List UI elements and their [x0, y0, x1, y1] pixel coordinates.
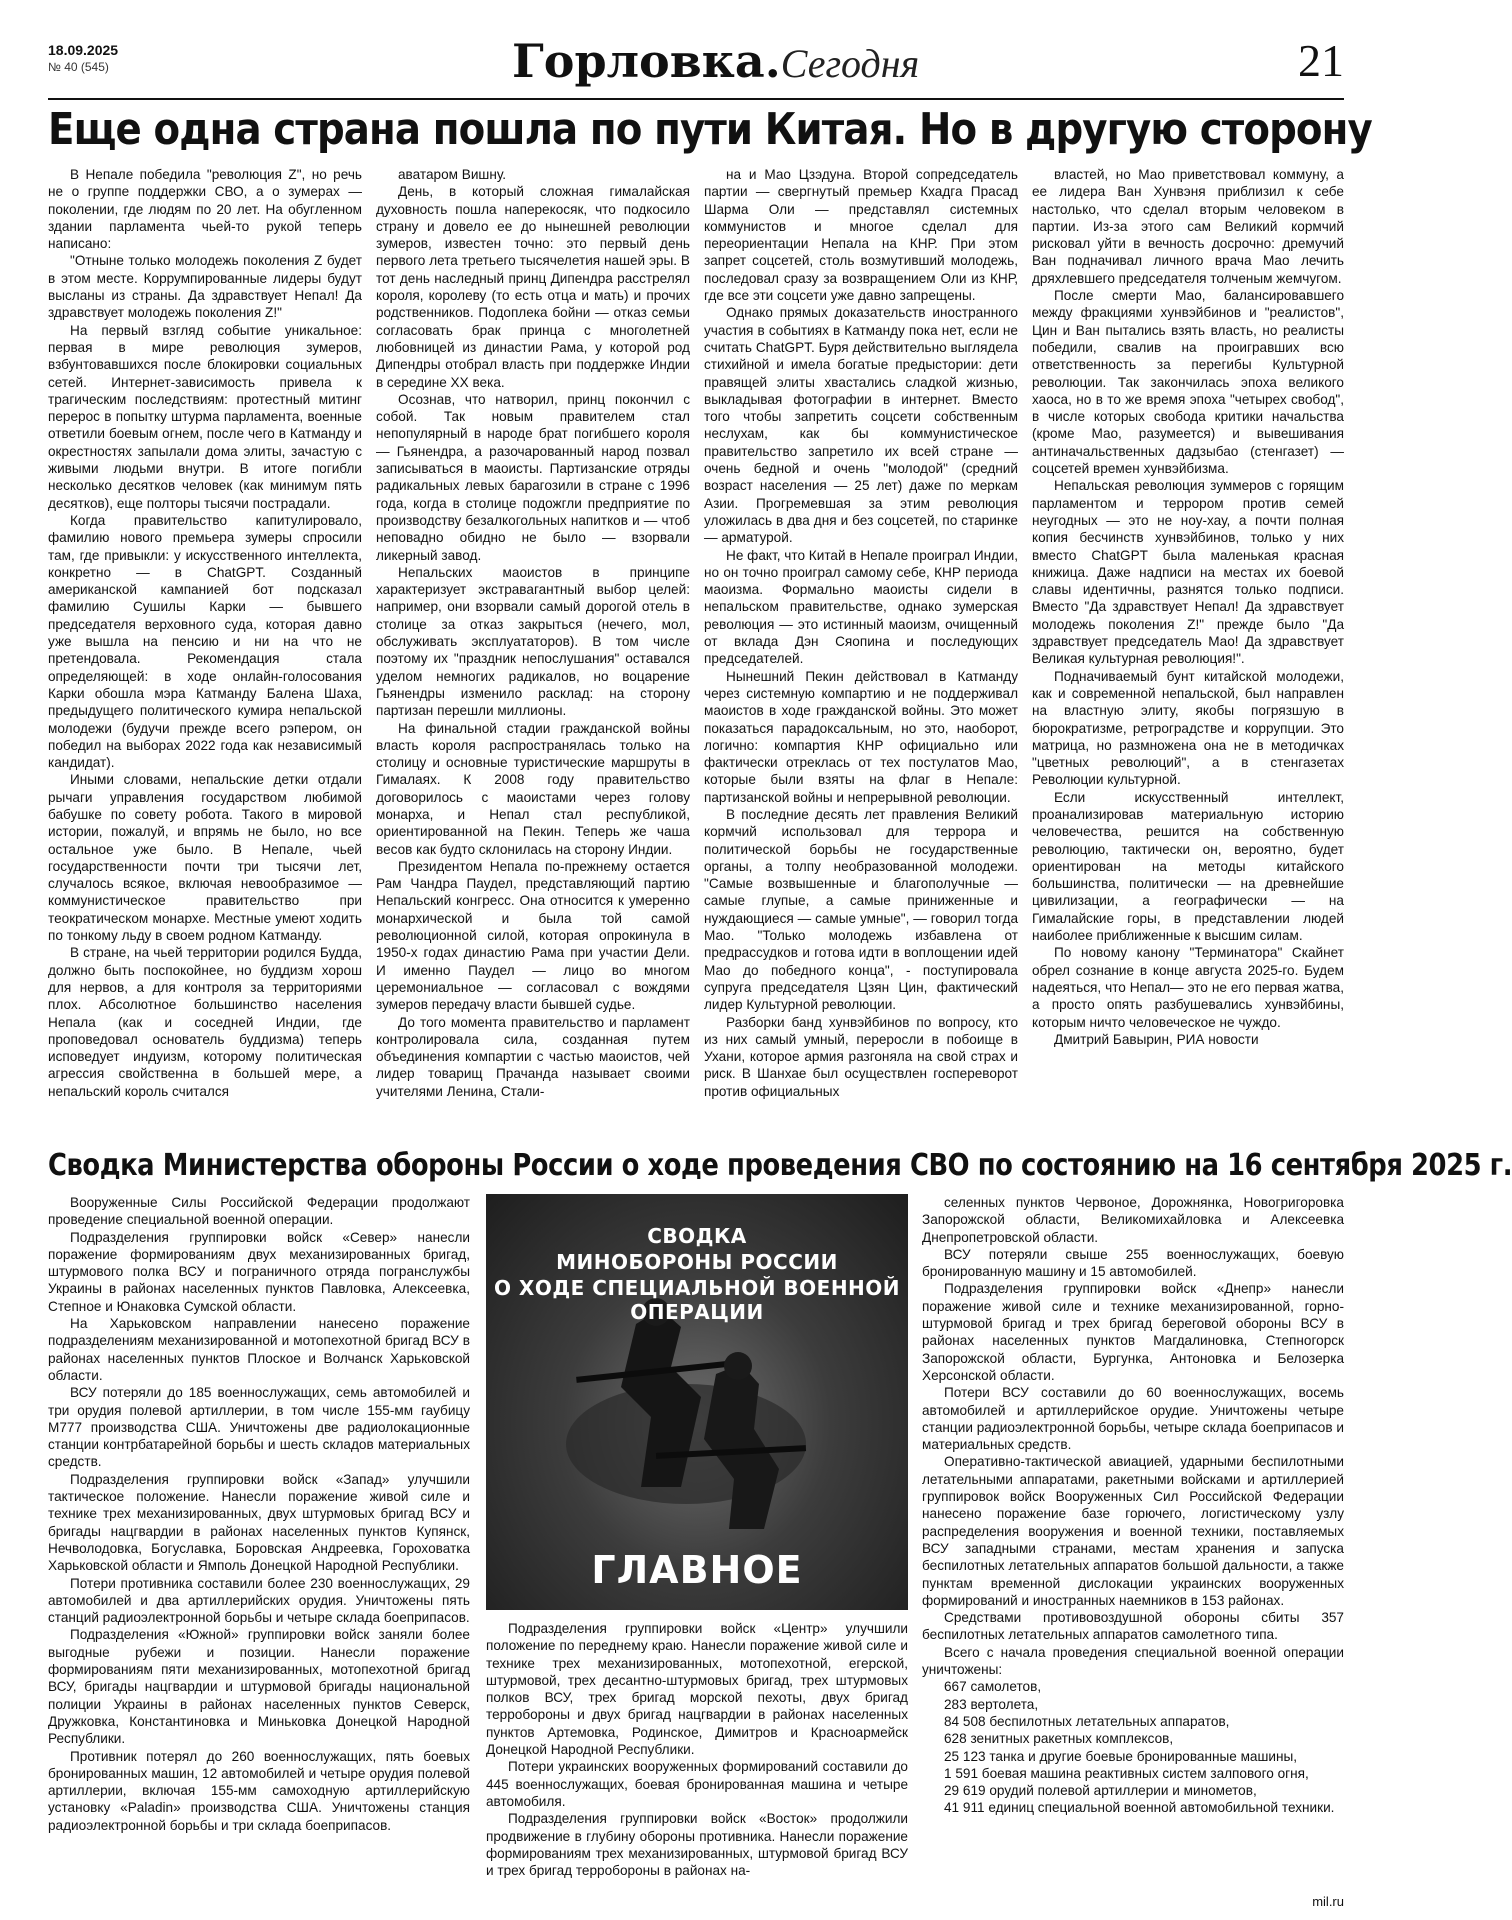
paragraph: Потери ВСУ составили до 60 военнослужащих, восемь автомобилей и артиллерийское орудие. Уничтожены четыре станции радиоэлектронной борьбы, четыре склада боеприпасов и материальных средств. [922, 1385, 1344, 1453]
author-signature: Дмитрий Бавырин, РИА новости [1054, 1031, 1259, 1047]
paragraph: Осознав, что натворил, принц покончил с собой. Так новым правителем стал непопулярный в народе брат погибшего короля — Гьянендра, а разочарованный народ позвал записываться в маоисты. Партизанские отряды радикальных левых барагозили в стране с 1996 года, когда в столице подожгли предприятие по производству безалкогольных напитков и — чтоб неповадно обидно не было — взорвали ликерный завод. [376, 391, 690, 563]
issue-number: № 40 (545) [48, 60, 109, 74]
list-item: 29 619 орудий полевой артиллерии и минометов, [944, 1783, 1257, 1799]
paragraph: На Харьковском направлении нанесено поражение подразделениям механизированной и мотопехотной бригад ВСУ в районах населенных пунктов Плоское и Волчанск Харьковской области. [48, 1316, 470, 1383]
totals-list [922, 1678, 1344, 1816]
paragraph: ВСУ потеряли до 185 военнослужащих, семь автомобилей и три орудия полевой артиллерии, в том числе 155-мм гаубицу М777 производства США. Уничтожены две радиолокационные станции контрбатарейной борьбы и шесть складов материальных средств. [48, 1385, 470, 1470]
paragraph: День, в который сложная гималайская духовность пошла наперекосяк, что подкосило страну и довело ее до нынешней революции зумеров, известен точно: это первый день первого лета третьего тысячелетия нашей эры. В тот день наследный принц Дипендра расстрелял короля, королеву (то есть отца и мать) и прочих родственников. Подоплека бойни — отказ семьи согласовать брак принца с многолетней любовницей из династии Рама, у которой род Дипендры отобрал власть при поддержке Индии в середине XX века. [376, 184, 690, 390]
list-item: 1 591 боевая машина реактивных систем залпового огня, [944, 1765, 1309, 1781]
paragraph: Если искусственный интеллект, проанализировав материальную историю человечества, решится на собственную революцию, тактически он, вероятно, будет ориентирован на методы китайского большинства, политически — на древнейшие цивилизации, а географически — на Гималайские горы, в представлении людей наиболее приближенные к высшим силам. [1032, 789, 1344, 944]
list-item: 41 911 единиц специальной военной автомобильной техники. [944, 1800, 1335, 1816]
paragraph: На финальной стадии гражданской войны власть короля распространялась только на столицу и основные туристические маршруты в Гималаях. К 2008 году правительство договорилось с маоистами через голову монарха, и Непал стал республикой, ориентированной на Пекин. Теперь же чаша весов как будто склонилась на сторону Индии. [376, 720, 690, 857]
page-number: 21 [1298, 35, 1344, 86]
article-column-1 [48, 166, 362, 1130]
photo-caption-line-1: СВОДКА [647, 1224, 747, 1248]
report-column-1 [48, 1194, 470, 1894]
paragraph: Подразделения группировки войск «Запад» улучшили тактическое положение. Нанесли поражение живой силе и технике трех механизированных, двух штурмовых бригад ВСУ и бригады нацгвардии в районах населенных пунктов Купянск, Нечволодовка, Богуславка, Боровская Андреевка, Гороховатка Харьковской области и Ямполь Донецкой Народной Республики. [48, 1471, 470, 1574]
masthead-divider [48, 98, 1344, 100]
logo-italic: Сегодня [780, 41, 920, 86]
photo-caption-line-3: О ХОДЕ СПЕЦИАЛЬНОЙ ВОЕННОЙ ОПЕРАЦИИ [493, 1276, 901, 1324]
paragraph: властей, но Мао приветствовал коммуну, а ее лидера Ван Хунвэня приблизил к себе настолько, что сделал вторым человеком в партии. Из-за этого сам Великий кормчий рисковал уйти в вечность досрочно: дремучий Ван подначивал личного врача Мао лечить дряхлевшего председателя толченым жемчугом. [1032, 167, 1344, 286]
paragraph: Когда правительство капитулировало, фамилию нового премьера зумеры спросили там, где привыкли: у искусственного интеллекта, конкретно — в ChatGPT. Созданный американской кампанией бот подсказал фамилию Сушилы Карки — бывшего председателя верховного суда, которая давно уже вышла на пенсию и ни на что не претендовала. Рекомендация стала определяющей: в ходе онлайн-голосования Карки обошла мэра Катманду Балена Шаха, предыдущего политического кумира непальской молодежи (будучи прежде всего рэпером, он победил на выборах 2022 года как независимый кандидат). [48, 512, 362, 771]
paragraph: Средствами противовоздушной обороны сбиты 357 беспилотных летательных аппаратов самолетного типа. [922, 1610, 1344, 1643]
report-column-2 [486, 1620, 908, 1894]
paragraph: селенных пунктов Червоное, Дорожнянка, Новогригоровка Запорожской области, Великомихайловка и Алексеевка Днепропетровской области. [922, 1195, 1344, 1245]
paragraph: Подразделения группировки войск «Восток» продолжили продвижение в глубину обороны противника. Нанесли поражение формированиям трех механизированных, штурмовой бригад ВСУ и трех бригад терробороны в районах на- [486, 1811, 908, 1879]
paragraph: "Отныне только молодежь поколения Z будет в этом месте. Коррумпированные лидеры будут высланы из страны. Да здравствует Непал! Да здравствует молодежь поколения Z!" [48, 253, 362, 321]
logo-main: Горловка. [512, 34, 781, 88]
paragraph: Всего с начала проведения специальной военной операции уничтожены: [922, 1644, 1344, 1678]
source-credit: mil.ru [1312, 1894, 1344, 1909]
paragraph: Подразделения группировки войск «Север» нанесли поражение формированиям двух механизированных бригад, штурмового полка ВСУ и пограничного отряда погранслужбы Украины в районах населенных пунктов Павловка, Алексеевка, Степное и Юнаковка Сумской области. [48, 1229, 470, 1314]
paragraph: В Непале победила "революция Z", но речь не о группе поддержки СВО, а о зумерах — поколении, где людям по 20 лет. На обугленном здании парламента чьей-то рукой теперь написано: [48, 167, 362, 252]
paragraph: Потери украинских вооруженных формирований составили до 445 военнослужащих, боевая бронированная машина и четыре автомобиля. [486, 1759, 908, 1809]
paragraph: Однако прямых доказательств иностранного участия в событиях в Катманду пока нет, если не считать ChatGPT. Буря действительно выглядела стихийной и имела богатые предыстории: дети правящей элиты хвастались сладкой жизнью, выкладывая фотографии в интернет. Вместо того чтобы запретить соцсети собственным неслухам, как бы коммунистическое правительство запретило их всей стране — очень бедной и очень "молодой" (средний возраст населения — 25 лет) даже по меркам Азии. Прогремевшая за этим революция уложилась в два дня и без соцсетей, по старинке — арматурой. [704, 305, 1018, 546]
paragraph: До того момента правительство и парламент контролировала сила, созданная путем объединения компартии с частью маоистов, чей лидер товарищ Прачанда называет своими учителями Ленина, Стали- [376, 1014, 690, 1099]
list-item: 25 123 танка и другие боевые бронированные машины, [944, 1748, 1298, 1764]
list-item: 667 самолетов, [944, 1679, 1042, 1695]
paragraph: аватаром Вишну. [398, 167, 507, 182]
paragraph: Непальских маоистов в принципе характеризует экстравагантный выбор целей: например, они взорвали самый дорогой отель в столице за отказ закрыться (нечего, мол, обслуживать эксплуататоров). В том числе поэтому их "праздник непослушания" оставался уделом немногих радикалов, но воцарение Гьянендры изменило расклад: на сторону партизан перешли миллионы. [376, 564, 690, 719]
article-headline: Еще одна страна пошла по пути Китая. Но в другую сторону [48, 104, 1372, 155]
paragraph: Оперативно-тактической авиацией, ударными беспилотными летательными аппаратами, ракетными войсками и артиллерией группировок войск Вооруженных Сил Российской Федерации нанесено поражение базе горючего, логистическому узлу распределения вооружения и военной техники, поставляемых ВСУ западными странами, местам хранения и запуска беспилотных летательных аппаратов большой дальности, а также пунктам временной дислокации украинских вооруженных формирований и иностранных наемников в 153 районах. [922, 1454, 1344, 1608]
issue-date: 18.09.2025 [48, 42, 119, 58]
paragraph: Противник потерял до 260 военнослужащих, пять боевых бронированных машин, 12 автомобилей и четыре орудия полевой артиллерии, включая 155-мм самоходную артиллерийскую установку «Paladin» производства США. Уничтожены станция радиоэлектронной борьбы и три склада боеприпасов. [48, 1748, 470, 1833]
paragraph: После смерти Мао, балансировавшего между фракциями хунвэйбинов и "реалистов", Цин и Ван пытались взять власть, но реалисты победили, свалив на проигравших всю ответственность за перегибы Культурной революции. Так закончилась эпоха великого хаоса, но в то же время эпоха "четырех свобод", в числе которых свобода критики начальства (кроме Мао, разумеется) и вывешивания антиначальственных дадзыбао (стенгазет) — соцсетей времен хунвэйбизма. [1032, 288, 1344, 477]
paragraph: На первый взгляд событие уникальное: первая в мире революция зумеров, взбунтовавшихся после блокировки социальных сетей. Интернет-зависимость привела к трагическим последствиям: протестный митинг перерос в попытку штурма парламента, военные ответили боевым огнем, после чего в Катманду и окрестностях запылали дома элиты, зачастую с живыми людьми внутри. В итоге погибли несколько десятков человек (как минимум пять десятков), еще полторы тысячи пострадали. [48, 322, 362, 511]
report-column-3 [922, 1194, 1344, 1894]
paragraph: Иными словами, непальские детки отдали рычаги управления государством любимой бабушке по совету робота. Такого в мировой истории, пожалуй, и впрямь не было, но все остальное уже было. В Непале, чьей государственности почти три тысячи лет, случалось всякое, включая невообразимое — коммунистическое правительство при теократическом монархе. Местные умеют ходить по тонкому льду в своем родном Катманду. [48, 772, 362, 944]
paragraph: Нынешний Пекин действовал в Катманду через системную компартию и не поддерживал маоистов в ходе гражданской войны. Это может показаться парадоксальным, но это, наоборот, логично: компартия КНР официально или фактически отреклась от тех постулатов Мао, которые были взяты на флаг в Непале: партизанской войны и непрерывной революции. [704, 668, 1018, 805]
paragraph: Вооруженные Силы Российской Федерации продолжают проведение специальной военной операции. [48, 1195, 470, 1228]
paragraph: на и Мао Цзэдуна. Второй сопредседатель партии — свергнутый премьер Кхадга Прасад Шарма Оли — представлял системных коммунистов и многое сделал для переориентации Непала на КНР. При этом запрет соцсетей, столь возмутивший молодежь, последовал сразу за возвращением Оли из КНР, где все эти соцсети уже давно запрещены. [704, 167, 1018, 304]
list-item: 628 зенитных ракетных комплексов, [944, 1731, 1174, 1747]
paragraph: Не факт, что Китай в Непале проиграл Индии, но он точно проиграл самому себе, КНР периода маоизма. Формально маоисты сидели в непальском правительстве, однако зумерская революция — это истинный маоизм, очищенный от вклада Дэн Сяопина и последующих председателей. [704, 547, 1018, 667]
paragraph: В последние десять лет правления Великий кормчий использовал для террора и политической борьбы не государственные органы, а толпу необразованной молодежи. "Самые возвышенные и благополучные — самые глупые, а самые приниженные и нуждающиеся — самые умные", — говорил тогда Мао. "Только молодежь избавлена от предрассудков и готова идти в воплощении идей Мао до победного конца", - поступировала супруга председателя Цзян Цин, фактический лидер Культурной революции. [704, 806, 1018, 1013]
paragraph: Подначиваемый бунт китайской молодежи, как и современной непальской, был направлен на властную элиту, якобы погрязшую в бюрократизме, ретроградстве и коррупции. Это матрица, но размножена она не в методичках "цветных революций", а в стенгазетах Революции культурной. [1032, 668, 1344, 788]
paragraph: Подразделения группировки войск «Днепр» нанесли поражение живой силе и технике механизированной, горно-штурмовой бригад и трех бригад береговой обороны ВСУ в районах населенных пунктов Магдалиновка, Степногорск Запорожской области, Бургунка, Антоновка и Белозерка Херсонской области. [922, 1281, 1344, 1383]
paragraph: Разборки банд хунвэйбинов по вопросу, кто из них самый умный, переросли в побоище в Ухани, которое армия разгоняла на свой страх и риск. В Шанхае был осуществлен госпереворот против официальных [704, 1014, 1018, 1099]
paragraph: Подразделения группировки войск «Центр» улучшили положение по переднему краю. Нанесли поражение живой силе и технике трех механизированных, мотопехотной, егерской, штурмовой, трех десантно-штурмовых бригад, трех штурмовых полков ВСУ, трех бригад морской пехоты, двух бригад терробороны и двух бригад нацгвардии в районах населенных пунктов Артемовка, Родинское, Димитров и Красноармейск Донецкой Народной Республики. [486, 1621, 908, 1758]
paragraph: ВСУ потеряли свыше 255 военнослужащих, боевую бронированную машину и 15 автомобилей. [922, 1246, 1344, 1280]
paragraph: Непальская революция зуммеров с горящим парламентом и террором против семей неугодных — это не ноу-хау, а почти полная копия бесчинств хунвэйбинов, только у них вместо ChatGPT была маленькая красная книжица. Даже надписи на местах их боевой славы идентичны, разнятся только подписи. Вместо "Да здравствует Непал! Да здравствует молодежь поколения Z!" прежде было "Да здравствует председатель Мао! Да здравствует Великая культурная революция!". [1032, 478, 1344, 667]
paragraph: Президентом Непала по-прежнему остается Рам Чандра Паудел, представляющий партию Непальский конгресс. Она относится к умеренно монархической и была той самой революционной силой, которая опрокинула в 1950-х годах династию Рама при участии Дели. И именно Паудел — лицо во многом церемониальное — согласовал с вождями зумеров передачу власти бывшей судье. [376, 858, 690, 1013]
paragraph: Потери противника составили более 230 военнослужащих, 29 автомобилей и два артиллерийских орудия. Уничтожены пять станций радиоэлектронной борьбы и четыре склада боеприпасов. [48, 1575, 470, 1626]
paragraph: Подразделения «Южной» группировки войск заняли более выгодные рубежи и позиции. Нанесли поражение формированиям пяти механизированных, мотопехотной бригад ВСУ, бригады нацгвардии и штурмовой бригады национальной полиции Украины в районах населенных пунктов Северск, Дружковка, Константиновка и Миньковка Донецкой Народной Республики. [48, 1627, 470, 1747]
photo-caption-main: ГЛАВНОЕ [591, 1548, 803, 1592]
article-column-2 [376, 166, 690, 1130]
article-column-4 [1032, 166, 1344, 1130]
article-column-3 [704, 166, 1018, 1130]
paragraph: По новому канону "Терминатора" Скайнет обрел сознание в конце августа 2025-го. Будем надеяться, что Непал— это не его первая жатва, а просто опять разбушевались хунвэйбины, которым ничто человеческое не чуждо. [1032, 945, 1344, 1030]
list-item: 84 508 беспилотных летательных аппаратов, [944, 1713, 1230, 1729]
paragraph: В стране, на чьей территории родился Будда, должно быть поспокойнее, но буддизм хорош для нервов, а для контроля за территориями плох. Абсолютное большинство населения Непала (как и соседней Индии, где проповедовал основатель буддизма) теперь исповедует индуизм, которому политическая агрессия свойственна в большей мере, а непальский король считался [48, 945, 362, 1099]
report-headline: Сводка Министерства обороны России о ходе проведения СВО по состоянию на 16 сентября 2025 г. [48, 1148, 1512, 1183]
photo-caption-line-2: МИНОБОРОНЫ РОССИИ [556, 1250, 838, 1274]
list-item: 283 вертолета, [944, 1696, 1039, 1712]
newspaper-logo [512, 34, 920, 88]
report-photo [486, 1194, 908, 1610]
